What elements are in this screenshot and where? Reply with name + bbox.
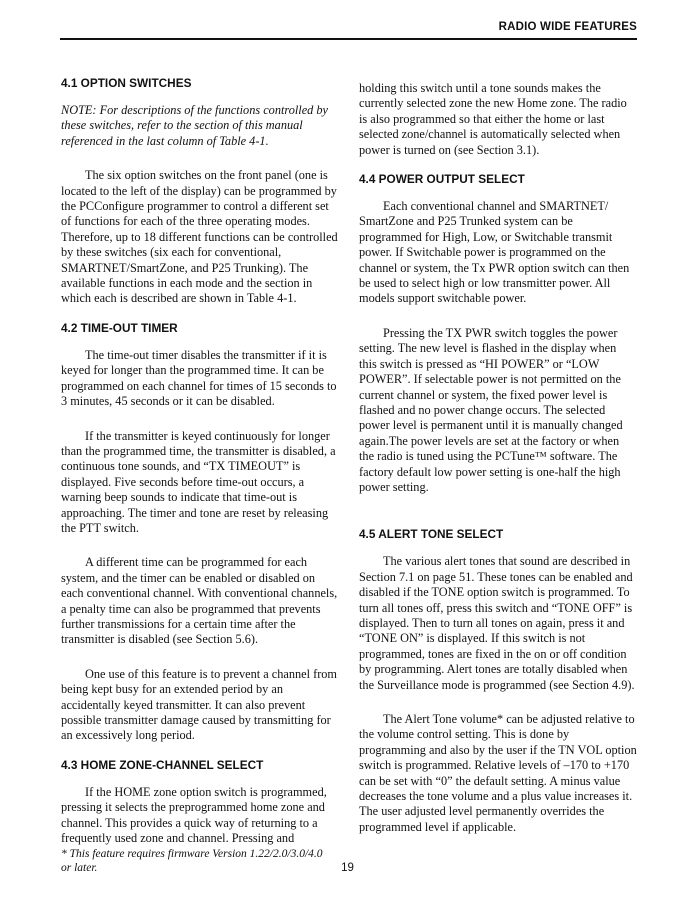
paragraph: The Alert Tone volume* can be adjusted relative to the volume control setting. This is done by programming and also by the user if the TN VOL option switch is programmed. Relative levels of –170 to +170 can be set with “0” the default setting. A minus value decreases the tone volume and a plus value increases it. The user adjusted level permanently overrides the programmed level if applicable.: [359, 712, 637, 834]
left-column: [61, 75, 339, 859]
section-heading-4-4: 4.4 POWER OUTPUT SELECT: [359, 172, 525, 187]
paragraph: If the HOME zone option switch is programmed, pressing it selects the preprogrammed home zone and channel. This provides a quick way of returning to a frequently used zone and channel. Pressing and: [61, 784, 327, 846]
paragraph: The six option switches on the front panel (one is located to the left of the display) can be programmed by the PCConfigure programmer to control a different set of functions for each of the three operating modes. Therefore, up to 18 different functions can be controlled by these switches (six each for conventional, SMARTNET/SmartZone, and P25 Trunking). The available functions in each mode and the section in which each is described are shown in Table 4-1.: [61, 168, 338, 306]
note-paragraph: NOTE: For descriptions of the functions controlled by these switches, refer to the section of this manual referenced in the last column of Table 4-1.: [61, 103, 328, 148]
paragraph: A different time can be programmed for each system, and the timer can be enabled or disabled on each conventional channel. With conventional channels, a penalty time can also be programmed that prevents further transmissions for a certain time after the transmitter is disabled (see Section 5.6).: [61, 555, 338, 647]
running-header: RADIO WIDE FEATURES: [498, 21, 637, 33]
right-column: [359, 81, 637, 848]
paragraph-continued: holding this switch until a tone sounds makes the currently selected zone the new Home zone. The radio is also programmed so that either the home or last selected zone/channel is automatically selected when power is turned on (see Section 3.1).: [359, 81, 627, 157]
paragraph: One use of this feature is to prevent a channel from being kept busy for an extended period by an accidentally keyed transmitter. It can also prevent possible transmitter damage caused by transmitting for an excessively long period.: [61, 666, 337, 743]
paragraph: Each conventional channel and SMARTNET/ SmartZone and P25 Trunked system can be programmed for High, Low, or Switchable transmit power. If Switchable power is programmed on the channel or system, the Tx PWR option switch can then be used to select high or low transmitter power. All models support switchable power.: [359, 199, 630, 306]
page-number: 19: [341, 862, 354, 874]
paragraph: The various alert tones that sound are described in Section 7.1 on page 51. These tones can be enabled and disabled if the TONE option switch is programmed. To turn all tones off, press this switch and “TONE OFF” is displayed. Then to turn all tones on again, press it and “TONE ON” is displayed. If this switch is not programmed, tones are fixed in the on or off condition by programming. Alert tones are totally disabled when the Surveillance mode is programmed (see Section 4.9).: [359, 554, 635, 692]
section-heading-4-1: 4.1 OPTION SWITCHES: [61, 76, 192, 90]
paragraph: Pressing the TX PWR switch toggles the power setting. The new level is flashed in the display when this switch is pressed as “HI POWER” or “LOW POWER”. If selectable power is not permitted on the current channel or system, the fixed power level is flashed and no power change occurs. The selected power level is permanent until it is manually changed again.The power levels are set at the factory or when the radio is tuned using the PCTune™ software. The factory default low power setting is one-half the high power setting.: [359, 325, 623, 494]
section-heading-4-3: 4.3 HOME ZONE-CHANNEL SELECT: [61, 757, 264, 772]
section-heading-4-5: 4.5 ALERT TONE SELECT: [359, 527, 504, 542]
paragraph: The time-out timer disables the transmitter if it is keyed for longer than the programmed time. It can be programmed on each channel for times of 15 seconds to 3 minutes, 45 seconds or it can be disabled.: [61, 347, 337, 409]
footnote: * This feature requires firmware Version 1.22/2.0/3.0/4.0 or later.: [61, 848, 323, 874]
section-heading-4-2: 4.2 TIME-OUT TIMER: [61, 320, 178, 335]
header-rule: [60, 38, 637, 40]
paragraph: If the transmitter is keyed continuously for longer than the programmed time, the transmitter is disabled, a continuous tone sounds, and “TX TIMEOUT” is displayed. Five seconds before time-out occurs, a warning beep sounds to indicate that time-out is approaching. The timer and tone are reset by releasing the PTT switch.: [61, 428, 336, 535]
